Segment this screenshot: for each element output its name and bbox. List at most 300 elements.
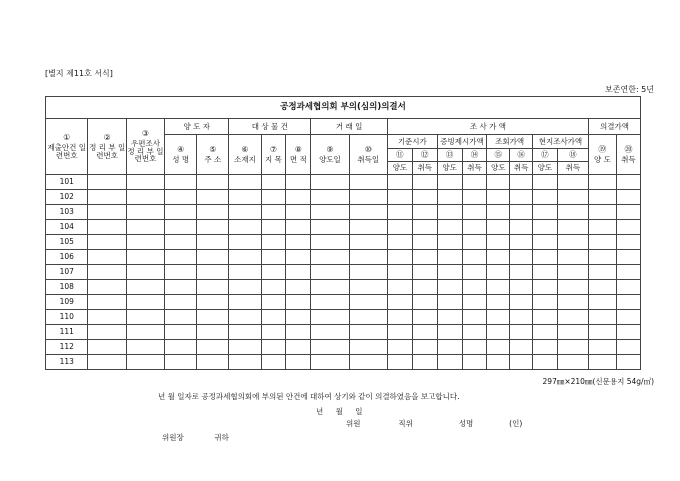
empty-cell xyxy=(349,310,387,325)
empty-cell xyxy=(412,355,437,370)
row-number: 105 xyxy=(46,235,88,250)
empty-cell xyxy=(462,325,487,340)
empty-cell xyxy=(437,265,462,280)
empty-cell xyxy=(311,280,349,295)
empty-cell xyxy=(487,205,510,220)
empty-cell xyxy=(229,325,261,340)
empty-cell xyxy=(510,310,533,325)
empty-cell xyxy=(588,205,616,220)
empty-cell xyxy=(261,295,286,310)
empty-cell xyxy=(126,235,164,250)
empty-cell xyxy=(165,235,197,250)
empty-cell xyxy=(487,310,510,325)
empty-cell xyxy=(261,310,286,325)
empty-cell xyxy=(387,265,412,280)
col-land-category: ⑦ 지 목 xyxy=(261,135,286,175)
form-label: [별지 제11호 서식] xyxy=(45,69,113,78)
empty-cell xyxy=(487,355,510,370)
empty-cell xyxy=(387,355,412,370)
report-statement: 년 월 일자로 공정과세협의회에 부의된 안건에 대하여 상기와 같이 의결하였음을 보고합니다. xyxy=(158,392,460,401)
col-field-transfer: 양도 xyxy=(532,162,557,175)
empty-cell xyxy=(261,205,286,220)
table-row xyxy=(46,340,641,355)
empty-cell xyxy=(437,340,462,355)
empty-cell xyxy=(197,235,229,250)
table-row xyxy=(46,325,641,340)
report-date: 년 월 일 xyxy=(316,407,363,416)
col-ledger-number: ② 정 리 부 일련번호 xyxy=(88,119,126,175)
empty-cell xyxy=(197,340,229,355)
empty-cell xyxy=(311,235,349,250)
empty-cell xyxy=(616,175,640,190)
empty-cell xyxy=(532,340,557,355)
empty-cell xyxy=(286,355,311,370)
empty-cell xyxy=(532,220,557,235)
empty-cell xyxy=(557,175,588,190)
sub-standard-price: 기준시가 xyxy=(387,135,437,149)
empty-cell xyxy=(532,250,557,265)
table-title: 공정과세협의회 부의(심의)의결서 xyxy=(46,97,641,119)
empty-cell xyxy=(261,220,286,235)
col-name: ④ 성 명 xyxy=(165,135,197,175)
empty-cell xyxy=(412,220,437,235)
empty-cell xyxy=(588,235,616,250)
member-label: 위원 xyxy=(346,419,361,428)
empty-cell xyxy=(487,295,510,310)
empty-cell xyxy=(165,340,197,355)
col-evidence-acquisition-num: ⑭ xyxy=(462,149,487,162)
empty-cell xyxy=(387,310,412,325)
empty-cell xyxy=(261,265,286,280)
empty-cell xyxy=(532,310,557,325)
seal-mark: (인) xyxy=(509,419,523,428)
position-label: 직위 xyxy=(398,419,413,428)
empty-cell xyxy=(462,310,487,325)
table-row xyxy=(46,175,641,190)
col-submission-number: ① 제출안건 일련번호 xyxy=(46,119,88,175)
empty-cell xyxy=(616,205,640,220)
empty-cell xyxy=(286,265,311,280)
empty-cell xyxy=(349,190,387,205)
empty-cell xyxy=(616,265,640,280)
empty-cell xyxy=(462,190,487,205)
group-survey-price: 조 사 가 액 xyxy=(387,119,588,135)
empty-cell xyxy=(510,325,533,340)
empty-cell xyxy=(557,220,588,235)
row-number: 104 xyxy=(46,220,88,235)
empty-cell xyxy=(462,355,487,370)
empty-cell xyxy=(437,355,462,370)
col-field-acquisition: 취득 xyxy=(557,162,588,175)
empty-cell xyxy=(126,340,164,355)
row-number: 113 xyxy=(46,355,88,370)
empty-cell xyxy=(387,280,412,295)
empty-cell xyxy=(616,280,640,295)
col-evidence-acquisition: 취득 xyxy=(462,162,487,175)
empty-cell xyxy=(532,295,557,310)
empty-cell xyxy=(88,325,126,340)
empty-cell xyxy=(588,175,616,190)
empty-cell xyxy=(229,355,261,370)
empty-cell xyxy=(462,220,487,235)
empty-cell xyxy=(588,280,616,295)
empty-cell xyxy=(349,175,387,190)
table-row xyxy=(46,355,641,370)
empty-cell xyxy=(286,205,311,220)
empty-cell xyxy=(557,280,588,295)
empty-cell xyxy=(412,295,437,310)
sub-field-survey-price: 현지조사가액 xyxy=(532,135,588,149)
empty-cell xyxy=(261,190,286,205)
empty-cell xyxy=(588,340,616,355)
empty-cell xyxy=(532,280,557,295)
empty-cell xyxy=(487,265,510,280)
empty-cell xyxy=(229,310,261,325)
empty-cell xyxy=(387,295,412,310)
row-number: 102 xyxy=(46,190,88,205)
empty-cell xyxy=(510,280,533,295)
table-row xyxy=(46,265,641,280)
empty-cell xyxy=(165,310,197,325)
empty-cell xyxy=(229,265,261,280)
empty-cell xyxy=(229,220,261,235)
empty-cell xyxy=(487,340,510,355)
empty-cell xyxy=(349,235,387,250)
empty-cell xyxy=(510,340,533,355)
empty-cell xyxy=(349,280,387,295)
empty-cell xyxy=(197,280,229,295)
empty-cell xyxy=(311,190,349,205)
empty-cell xyxy=(487,175,510,190)
empty-cell xyxy=(165,355,197,370)
group-decided-price: 의결가액 xyxy=(588,119,640,135)
row-number: 109 xyxy=(46,295,88,310)
empty-cell xyxy=(126,205,164,220)
empty-cell xyxy=(349,265,387,280)
col-inquiry-transfer-num: ⑮ xyxy=(487,149,510,162)
empty-cell xyxy=(261,175,286,190)
empty-cell xyxy=(165,175,197,190)
empty-cell xyxy=(311,220,349,235)
empty-cell xyxy=(487,325,510,340)
empty-cell xyxy=(126,280,164,295)
empty-cell xyxy=(165,220,197,235)
empty-cell xyxy=(311,250,349,265)
empty-cell xyxy=(588,265,616,280)
empty-cell xyxy=(557,250,588,265)
empty-cell xyxy=(229,280,261,295)
empty-cell xyxy=(311,355,349,370)
empty-cell xyxy=(197,205,229,220)
row-number: 107 xyxy=(46,265,88,280)
empty-cell xyxy=(462,265,487,280)
empty-cell xyxy=(197,175,229,190)
empty-cell xyxy=(229,235,261,250)
empty-cell xyxy=(532,265,557,280)
col-decided-transfer: ⑲ 양 도 xyxy=(588,135,616,175)
retention-period: 보존연한: 5년 xyxy=(605,85,654,94)
empty-cell xyxy=(588,250,616,265)
col-standard-acquisition-num: ⑫ xyxy=(412,149,437,162)
col-evidence-transfer-num: ⑬ xyxy=(437,149,462,162)
empty-cell xyxy=(616,295,640,310)
recipient-line xyxy=(162,432,229,443)
empty-cell xyxy=(616,355,640,370)
empty-cell xyxy=(286,250,311,265)
table-row xyxy=(46,220,641,235)
empty-cell xyxy=(588,310,616,325)
empty-cell xyxy=(387,235,412,250)
honorific: 귀하 xyxy=(214,433,229,442)
empty-cell xyxy=(487,280,510,295)
row-number: 111 xyxy=(46,325,88,340)
empty-cell xyxy=(261,280,286,295)
empty-cell xyxy=(532,205,557,220)
empty-cell xyxy=(229,190,261,205)
empty-cell xyxy=(229,340,261,355)
empty-cell xyxy=(462,280,487,295)
empty-cell xyxy=(532,355,557,370)
empty-cell xyxy=(412,250,437,265)
empty-cell xyxy=(557,295,588,310)
empty-cell xyxy=(412,340,437,355)
empty-cell xyxy=(616,250,640,265)
empty-cell xyxy=(510,190,533,205)
empty-cell xyxy=(487,190,510,205)
empty-cell xyxy=(349,205,387,220)
empty-cell xyxy=(412,325,437,340)
empty-cell xyxy=(462,175,487,190)
empty-cell xyxy=(412,205,437,220)
empty-cell xyxy=(437,325,462,340)
table-row xyxy=(46,190,641,205)
empty-cell xyxy=(349,355,387,370)
empty-cell xyxy=(88,295,126,310)
empty-cell xyxy=(387,175,412,190)
empty-cell xyxy=(229,295,261,310)
row-number: 106 xyxy=(46,250,88,265)
empty-cell xyxy=(532,190,557,205)
empty-cell xyxy=(311,310,349,325)
empty-cell xyxy=(286,220,311,235)
empty-cell xyxy=(387,190,412,205)
empty-cell xyxy=(261,235,286,250)
empty-cell xyxy=(437,205,462,220)
empty-cell xyxy=(88,220,126,235)
row-number: 110 xyxy=(46,310,88,325)
empty-cell xyxy=(557,265,588,280)
empty-cell xyxy=(88,190,126,205)
empty-cell xyxy=(88,340,126,355)
row-number: 108 xyxy=(46,280,88,295)
empty-cell xyxy=(126,265,164,280)
empty-cell xyxy=(88,310,126,325)
empty-cell xyxy=(165,250,197,265)
empty-cell xyxy=(311,325,349,340)
empty-cell xyxy=(311,265,349,280)
empty-cell xyxy=(165,190,197,205)
empty-cell xyxy=(261,250,286,265)
group-transaction-date: 거 래 일 xyxy=(311,119,388,135)
table-row xyxy=(46,250,641,265)
empty-cell xyxy=(165,325,197,340)
empty-cell xyxy=(616,325,640,340)
empty-cell xyxy=(197,220,229,235)
empty-cell xyxy=(165,295,197,310)
empty-cell xyxy=(165,280,197,295)
row-number: 103 xyxy=(46,205,88,220)
sub-evidence-price: 증빙제시가액 xyxy=(437,135,487,149)
empty-cell xyxy=(88,280,126,295)
row-number: 112 xyxy=(46,340,88,355)
empty-cell xyxy=(510,220,533,235)
empty-cell xyxy=(616,310,640,325)
empty-cell xyxy=(412,265,437,280)
empty-cell xyxy=(532,175,557,190)
col-decided-acquisition: ⑳ 취득 xyxy=(616,135,640,175)
empty-cell xyxy=(437,220,462,235)
empty-cell xyxy=(197,250,229,265)
empty-cell xyxy=(349,325,387,340)
empty-cell xyxy=(311,295,349,310)
empty-cell xyxy=(126,250,164,265)
empty-cell xyxy=(126,220,164,235)
empty-cell xyxy=(412,280,437,295)
empty-cell xyxy=(616,220,640,235)
empty-cell xyxy=(286,175,311,190)
empty-cell xyxy=(197,190,229,205)
empty-cell xyxy=(412,190,437,205)
name-label: 성명 xyxy=(458,419,474,428)
col-address: ⑤ 주 소 xyxy=(197,135,229,175)
empty-cell xyxy=(165,265,197,280)
empty-cell xyxy=(588,190,616,205)
empty-cell xyxy=(557,355,588,370)
empty-cell xyxy=(557,235,588,250)
empty-cell xyxy=(349,295,387,310)
empty-cell xyxy=(126,325,164,340)
empty-cell xyxy=(88,355,126,370)
col-location: ⑥ 소재지 xyxy=(229,135,261,175)
col-inquiry-acquisition-num: ⑯ xyxy=(510,149,533,162)
empty-cell xyxy=(557,190,588,205)
empty-cell xyxy=(126,295,164,310)
empty-cell xyxy=(510,235,533,250)
empty-cell xyxy=(588,220,616,235)
empty-cell xyxy=(311,175,349,190)
empty-cell xyxy=(229,205,261,220)
empty-cell xyxy=(588,325,616,340)
col-acquisition-date: ⑩ 취득일 xyxy=(349,135,387,175)
empty-cell xyxy=(286,235,311,250)
empty-cell xyxy=(412,235,437,250)
empty-cell xyxy=(261,325,286,340)
empty-cell xyxy=(437,175,462,190)
table-row xyxy=(46,280,641,295)
table-row xyxy=(46,235,641,250)
empty-cell xyxy=(261,355,286,370)
empty-cell xyxy=(349,340,387,355)
empty-cell xyxy=(165,205,197,220)
empty-cell xyxy=(126,355,164,370)
col-transfer-date: ⑨ 양도일 xyxy=(311,135,349,175)
empty-cell xyxy=(126,190,164,205)
empty-cell xyxy=(311,205,349,220)
empty-cell xyxy=(88,265,126,280)
empty-cell xyxy=(126,310,164,325)
empty-cell xyxy=(286,310,311,325)
empty-cell xyxy=(387,220,412,235)
col-field-transfer-num: ⑰ xyxy=(532,149,557,162)
empty-cell xyxy=(462,250,487,265)
col-inquiry-acquisition: 취득 xyxy=(510,162,533,175)
empty-cell xyxy=(197,295,229,310)
empty-cell xyxy=(88,250,126,265)
empty-cell xyxy=(437,235,462,250)
col-mail-survey-number: ③ 우편조사 정 리 부 일련번호 xyxy=(126,119,164,175)
empty-cell xyxy=(462,205,487,220)
empty-cell xyxy=(557,340,588,355)
empty-cell xyxy=(286,190,311,205)
empty-cell xyxy=(557,325,588,340)
empty-cell xyxy=(126,175,164,190)
empty-cell xyxy=(88,205,126,220)
empty-cell xyxy=(387,205,412,220)
empty-cell xyxy=(616,190,640,205)
col-standard-transfer-num: ⑪ xyxy=(387,149,412,162)
empty-cell xyxy=(197,265,229,280)
empty-cell xyxy=(510,295,533,310)
paper-size-note: 297㎜×210㎜(신문용지 54g/㎡) xyxy=(542,377,654,386)
empty-cell xyxy=(462,295,487,310)
col-area: ⑧ 면 적 xyxy=(286,135,311,175)
empty-cell xyxy=(229,175,261,190)
empty-cell xyxy=(487,220,510,235)
empty-cell xyxy=(462,235,487,250)
empty-cell xyxy=(286,295,311,310)
empty-cell xyxy=(462,340,487,355)
group-transferor: 양 도 자 xyxy=(165,119,229,135)
group-property: 대 상 물 건 xyxy=(229,119,311,135)
empty-cell xyxy=(616,235,640,250)
empty-cell xyxy=(532,235,557,250)
empty-cell xyxy=(197,355,229,370)
signature-line xyxy=(346,418,522,429)
sub-inquiry-price: 조회가액 xyxy=(487,135,533,149)
empty-cell xyxy=(437,310,462,325)
empty-cell xyxy=(557,310,588,325)
empty-cell xyxy=(510,265,533,280)
empty-cell xyxy=(286,325,311,340)
empty-cell xyxy=(510,205,533,220)
empty-cell xyxy=(532,325,557,340)
empty-cell xyxy=(229,250,261,265)
empty-cell xyxy=(349,220,387,235)
table-row xyxy=(46,295,641,310)
decision-table xyxy=(45,96,641,370)
empty-cell xyxy=(487,235,510,250)
col-standard-acquisition: 취득 xyxy=(412,162,437,175)
table-row xyxy=(46,310,641,325)
empty-cell xyxy=(437,280,462,295)
empty-cell xyxy=(510,250,533,265)
empty-cell xyxy=(588,295,616,310)
empty-cell xyxy=(557,205,588,220)
empty-cell xyxy=(487,250,510,265)
empty-cell xyxy=(437,250,462,265)
empty-cell xyxy=(510,175,533,190)
table-row xyxy=(46,205,641,220)
